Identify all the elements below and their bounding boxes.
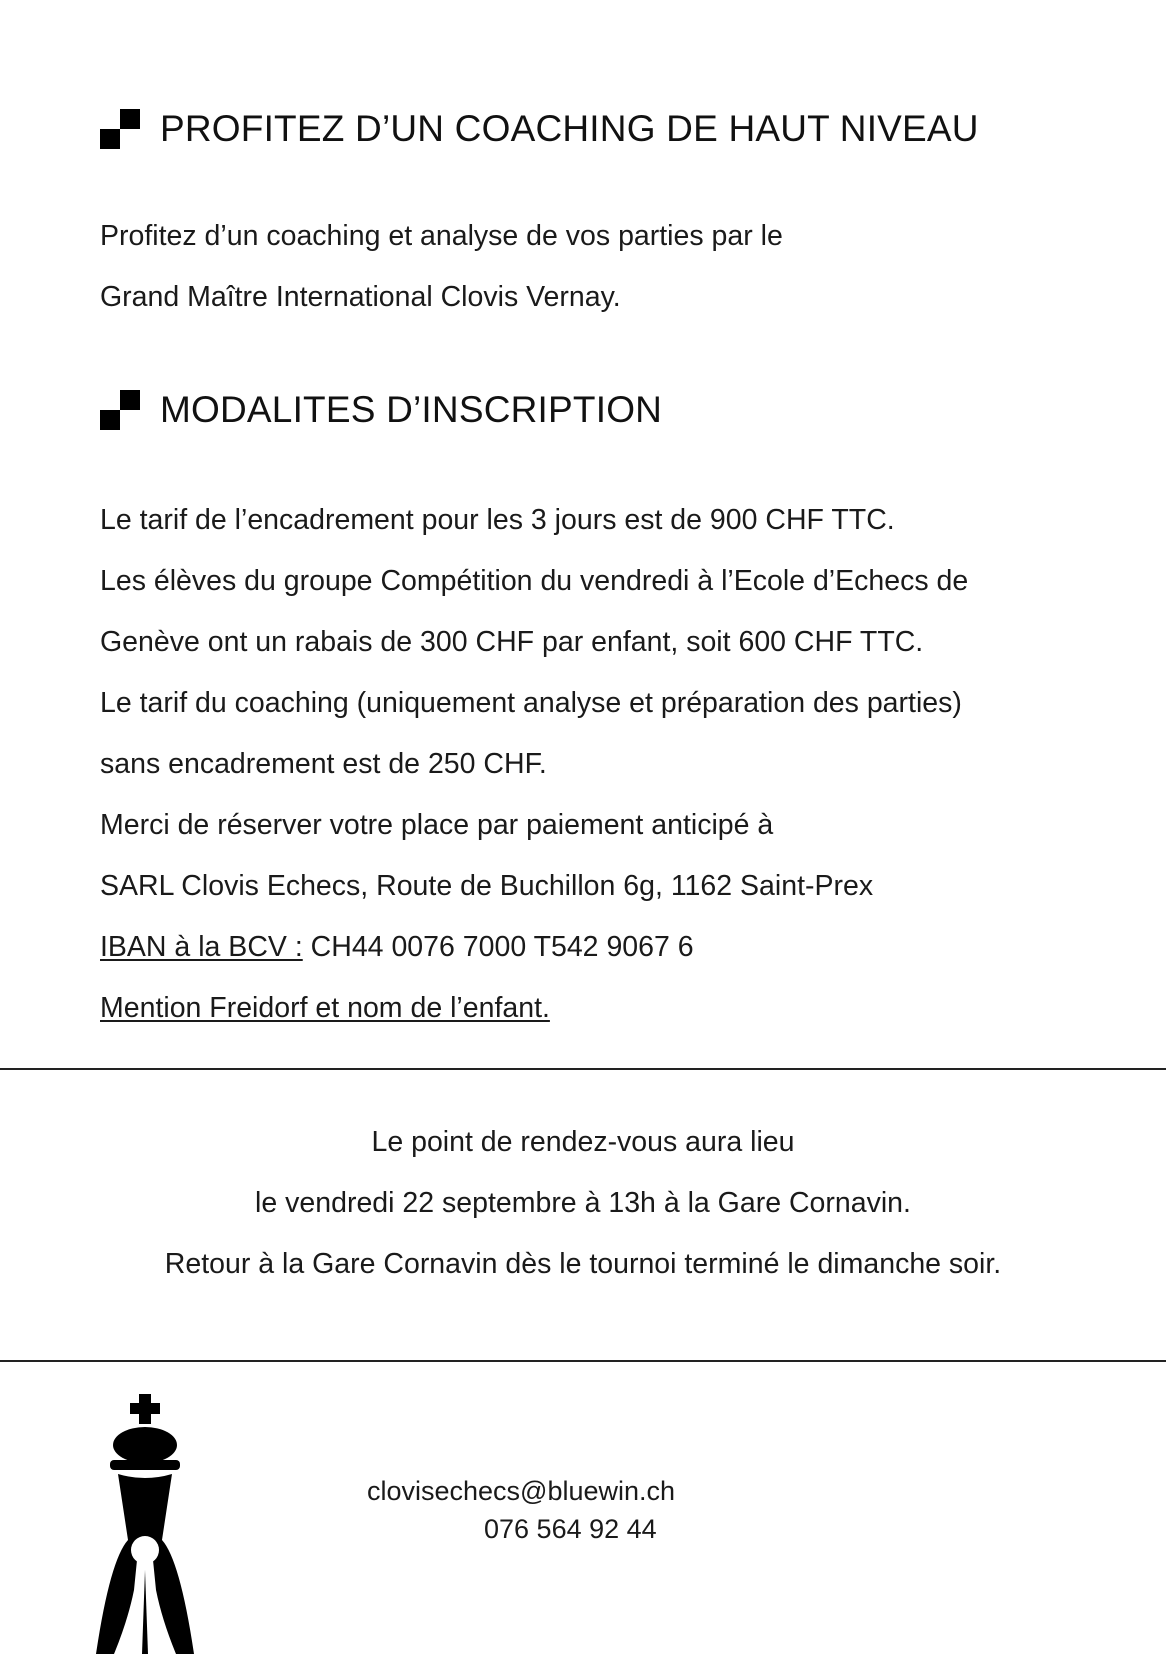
chess-king-icon — [90, 1390, 200, 1654]
paragraph-line: Le tarif de l’encadrement pour les 3 jours est de 900 CHF TTC. — [100, 504, 895, 536]
iban-line — [100, 917, 968, 978]
checker-squares-icon — [100, 109, 140, 149]
contact-email[interactable]: clovisechecs@bluewin.ch — [367, 1476, 676, 1506]
iban-label: IBAN à la BCV : — [100, 931, 303, 963]
contact-phone: 076 564 92 44 — [484, 1514, 657, 1544]
paragraph-line: sans encadrement est de 250 CHF. — [100, 748, 547, 780]
divider-top — [0, 1068, 1166, 1070]
paragraph-line: Merci de réserver votre place par paiement anticipé à — [100, 809, 774, 841]
payment-mention: Mention Freidorf et nom de l’enfant. — [100, 992, 550, 1024]
section-title-inscription: MODALITES D’INSCRIPTION — [160, 389, 663, 430]
meeting-line: Retour à la Gare Cornavin dès le tournoi terminé le dimanche soir. — [164, 1248, 1002, 1280]
checker-squares-icon — [100, 390, 140, 430]
meeting-line: Le point de rendez-vous aura lieu — [371, 1126, 795, 1158]
paragraph-line: Grand Maître International Clovis Vernay. — [100, 281, 621, 313]
iban-value: CH44 0076 7000 T542 9067 6 — [302, 931, 694, 963]
paragraph-line: Les élèves du groupe Compétition du vendredi à l’Ecole d’Echecs de — [100, 565, 969, 597]
coaching-paragraph — [100, 206, 783, 328]
meeting-line: le vendredi 22 septembre à 13h à la Gare Cornavin. — [255, 1187, 911, 1219]
paragraph-line: Genève ont un rabais de 300 CHF par enfant, soit 600 CHF TTC. — [100, 626, 924, 658]
paragraph-line: Le tarif du coaching (uniquement analyse et préparation des parties) — [100, 687, 962, 719]
paragraph-line: SARL Clovis Echecs, Route de Buchillon 6g, 1162 Saint-Prex — [100, 870, 874, 902]
inscription-paragraph — [100, 490, 968, 1039]
section-heading-inscription — [100, 389, 662, 431]
divider-bottom — [0, 1360, 1166, 1362]
paragraph-line: Profitez d’un coaching et analyse de vos parties par le — [100, 220, 783, 252]
section-heading-coaching — [100, 108, 979, 150]
meeting-point-block — [0, 1112, 1166, 1295]
section-title-coaching: PROFITEZ D’UN COACHING DE HAUT NIVEAU — [160, 108, 979, 149]
